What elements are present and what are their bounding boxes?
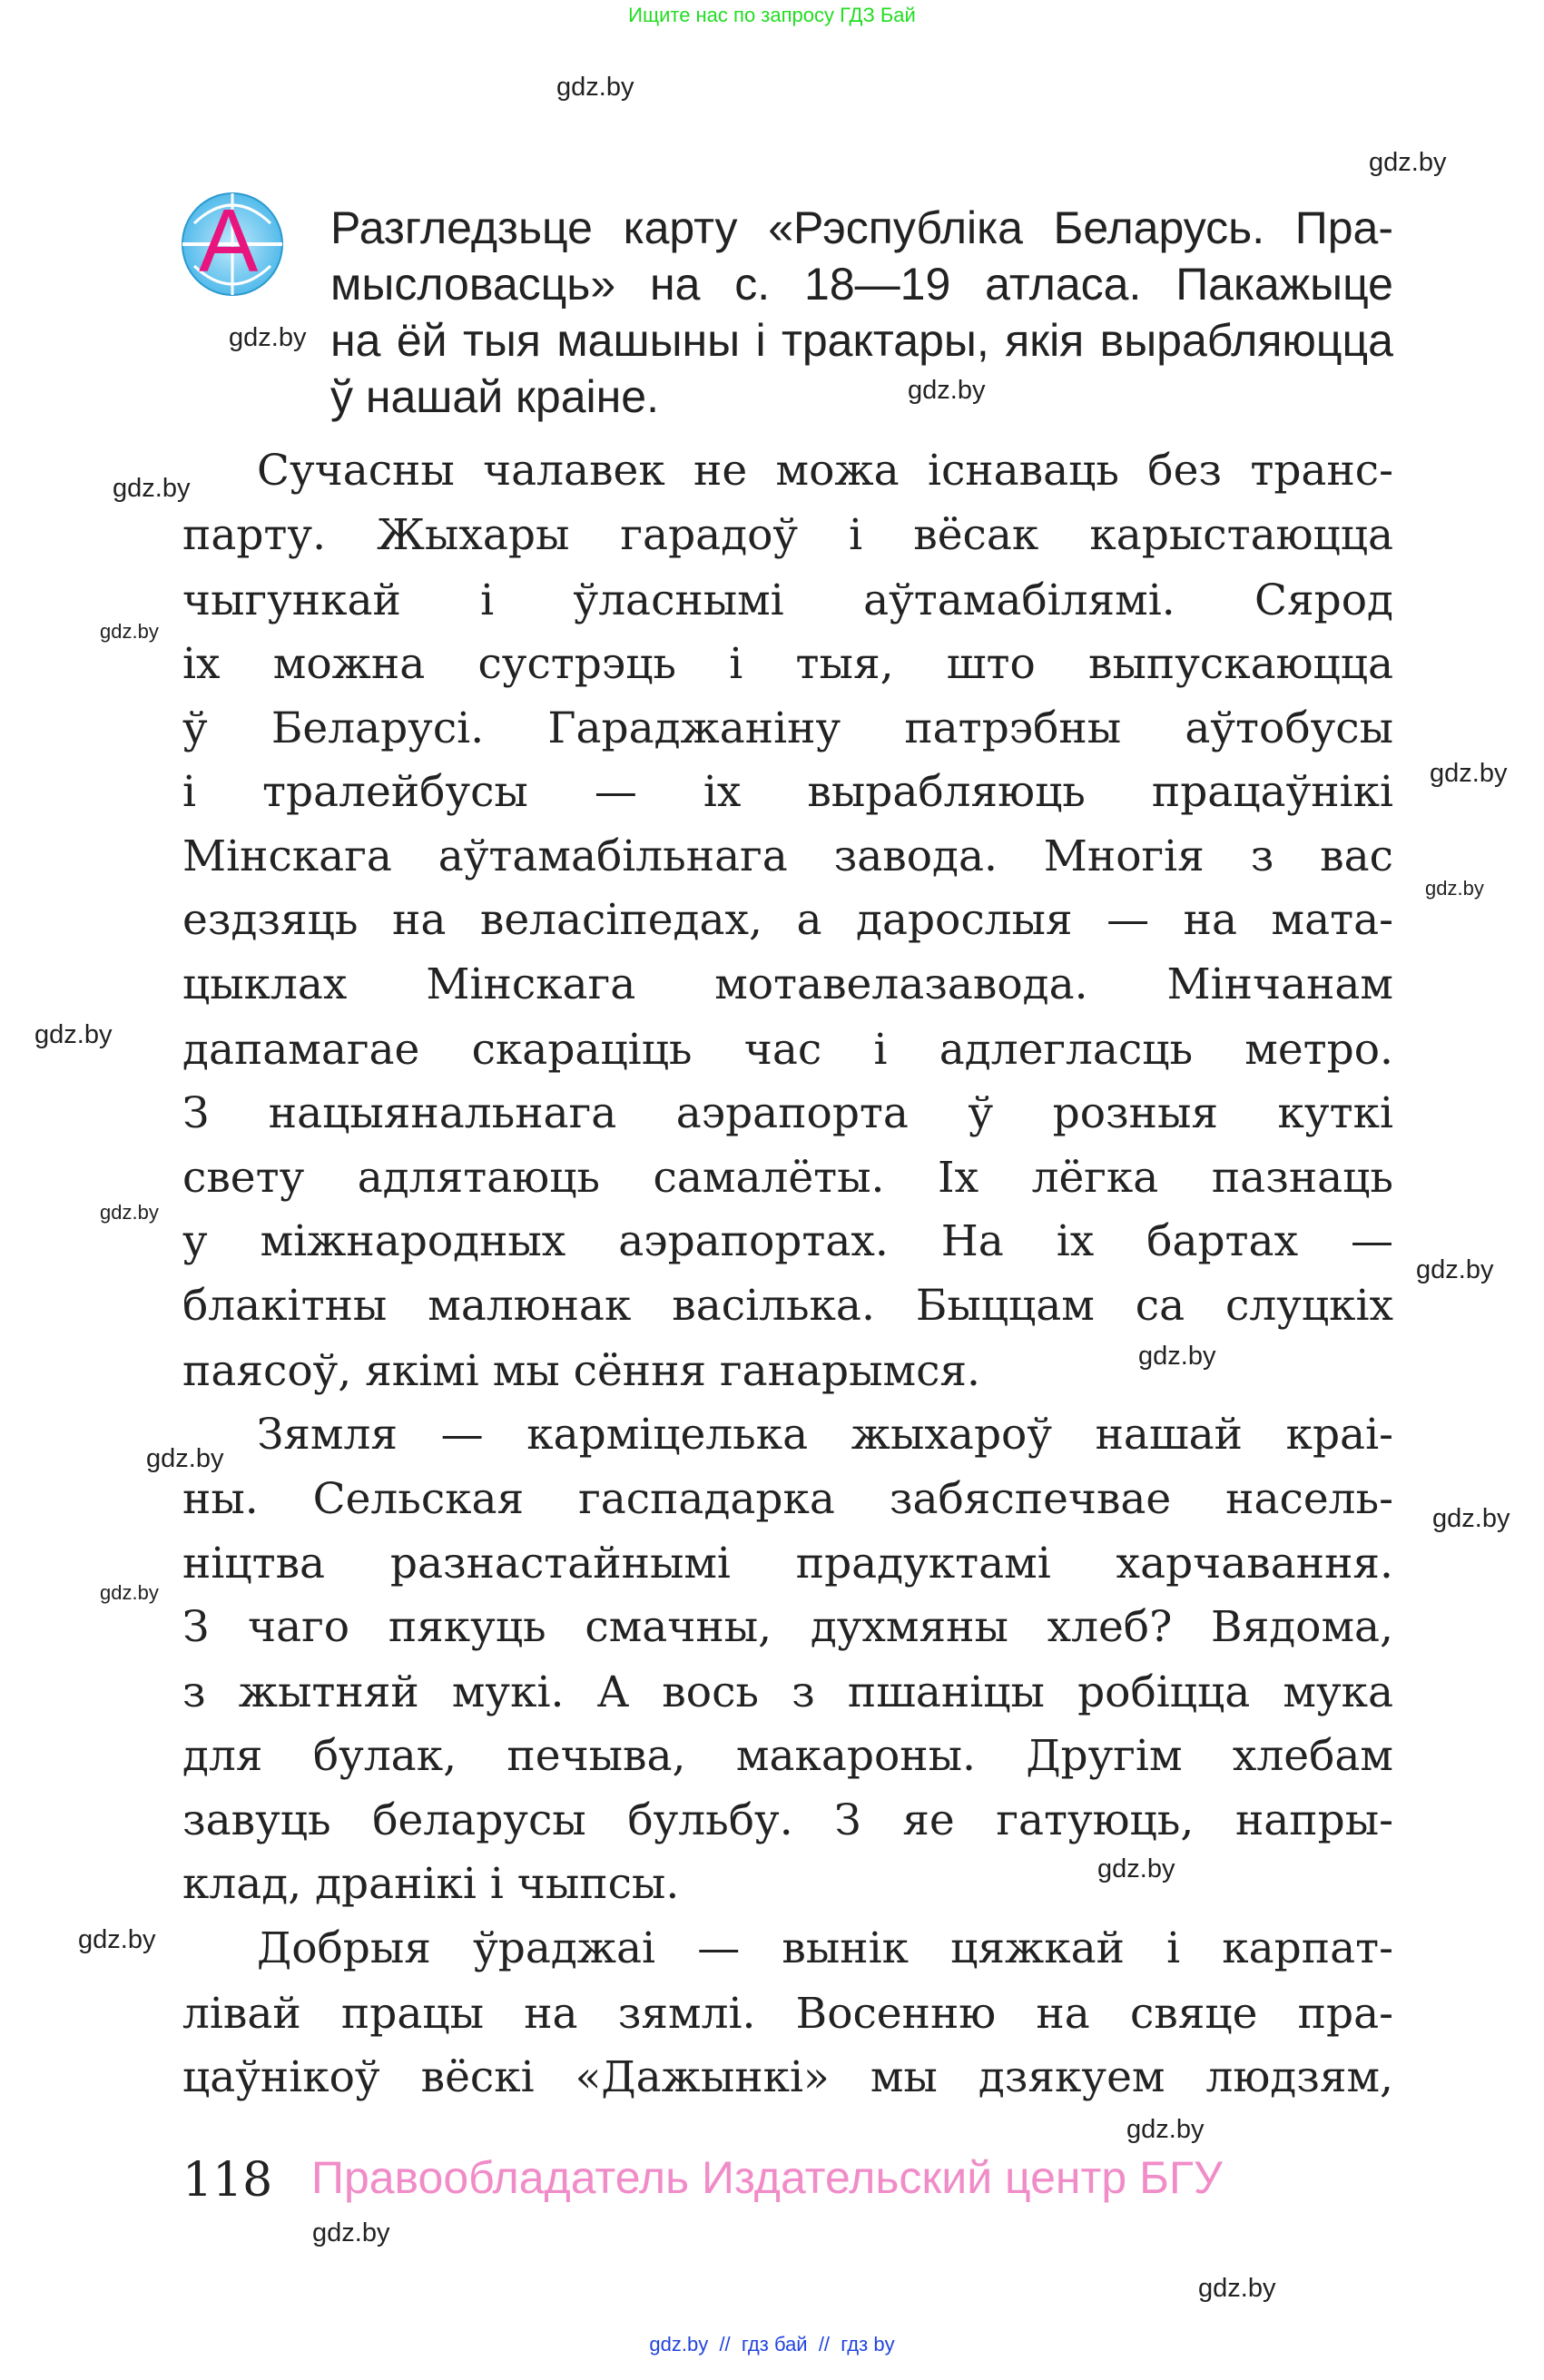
body-line: парту. Жыхары гарадоў і вёсак карыстаюцца — [182, 510, 1393, 560]
top-banner[interactable]: Ищите нас по запросу ГДЗ Бай — [628, 4, 916, 26]
body-line: дапамагае скараціць час і адлегласць метро. — [182, 1025, 1393, 1075]
watermark: gdz.by — [34, 1020, 113, 1049]
bottom-links[interactable]: gdz.by // гдз бай // гдз by — [649, 2333, 895, 2355]
watermark: gdz.by — [1198, 2274, 1276, 2303]
watermark: gdz.by — [146, 1444, 224, 1473]
body-line: ны. Сельская гаспадарка забяспечвае насель- — [182, 1474, 1393, 1524]
atlas-task-icon — [181, 192, 284, 297]
body-line: ніцтва разнастайнымі прадуктамі харчавання. — [182, 1539, 1393, 1588]
copyright-notice: Правообладатель Издательский центр БГУ — [311, 2152, 1223, 2203]
watermark: gdz.by — [100, 1581, 159, 1604]
body-line: ездзяць на веласіпедах, а дарослыя — на мата- — [182, 895, 1393, 945]
watermark: gdz.by — [908, 376, 986, 405]
body-line: завуць беларусы бульбу. З яе гатуюць, напры- — [182, 1795, 1393, 1845]
watermark: gdz.by — [1369, 148, 1447, 177]
watermark: gdz.by — [1430, 759, 1508, 788]
body-line: з жытняй мукі. А вось з пшаніцы робіцца мука — [182, 1667, 1393, 1717]
watermark: gdz.by — [1126, 2115, 1205, 2144]
body-line: для булак, печыва, макароны. Другім хлебам — [182, 1731, 1393, 1781]
task-line: Разгледзьце карту «Рэспубліка Беларусь. Пра- — [330, 202, 1393, 253]
body-line: З чаго пякуць смачны, духмяны хлеб? Вядома, — [182, 1602, 1393, 1652]
body-line: свету адлятаюць самалёты. Іх лёгка пазнаць — [182, 1153, 1393, 1203]
watermark: gdz.by — [312, 2218, 390, 2247]
task-line: ў нашай краіне. — [330, 371, 659, 422]
watermark: gdz.by — [1416, 1255, 1494, 1284]
body-line: ў Беларусі. Гараджаніну патрэбны аўтобусы — [182, 703, 1393, 753]
body-line: клад, дранікі і чыпсы. — [182, 1859, 680, 1909]
body-line: і тралейбусы — іх вырабляюць працаўнікі — [182, 767, 1393, 817]
body-line: паясоў, якімі мы сёння ганарымся. — [182, 1346, 980, 1396]
watermark: gdz.by — [113, 474, 191, 503]
watermark: gdz.by — [100, 1201, 159, 1224]
watermark: gdz.by — [1097, 1854, 1175, 1883]
task-line: на ёй тыя машыны і трактары, якія вырабляюцца — [330, 315, 1393, 366]
watermark: gdz.by — [100, 620, 159, 643]
watermark: gdz.by — [229, 323, 307, 352]
body-line: блакітны малюнак васілька. Быццам са слуцкіх — [182, 1281, 1393, 1331]
watermark: gdz.by — [1432, 1504, 1510, 1533]
body-line: лівай працы на зямлі. Восенню на свяце пра- — [182, 1989, 1393, 2039]
page-number: 118 — [182, 2153, 273, 2208]
body-line: у міжнародных аэрапортах. На іх бартах — — [182, 1216, 1393, 1266]
body-line: цаўнікоў вёскі «Дажынкі» мы дзякуем людзям, — [182, 2052, 1393, 2102]
icon-letter: А — [199, 191, 259, 290]
body-line: Добрыя ўраджаі — вынік цяжкай і карпат- — [257, 1923, 1393, 1973]
body-line: Мінскага аўтамабільнага завода. Многія з вас — [182, 831, 1393, 881]
body-line: Зямля — карміцелька жыхароў нашай краі- — [257, 1410, 1393, 1460]
watermark: gdz.by — [1138, 1342, 1216, 1371]
body-line: чыгункай і ўласнымі аўтамабілямі. Сярод — [182, 575, 1393, 625]
body-line: Сучасны чалавек не можа існаваць без транс- — [257, 446, 1393, 496]
watermark: gdz.by — [556, 73, 634, 102]
body-line: іх можна сустрэць і тыя, што выпускаюцца — [182, 639, 1393, 689]
watermark: gdz.by — [78, 1925, 156, 1954]
body-line: З нацыянальнага аэрапорта ў розныя куткі — [182, 1088, 1393, 1138]
body-line: цыклах Мінскага мотавелазавода. Мінчанам — [182, 959, 1393, 1009]
watermark: gdz.by — [1425, 877, 1484, 900]
task-line: мысловасць» на с. 18—19 атласа. Пакажыце — [330, 259, 1393, 310]
